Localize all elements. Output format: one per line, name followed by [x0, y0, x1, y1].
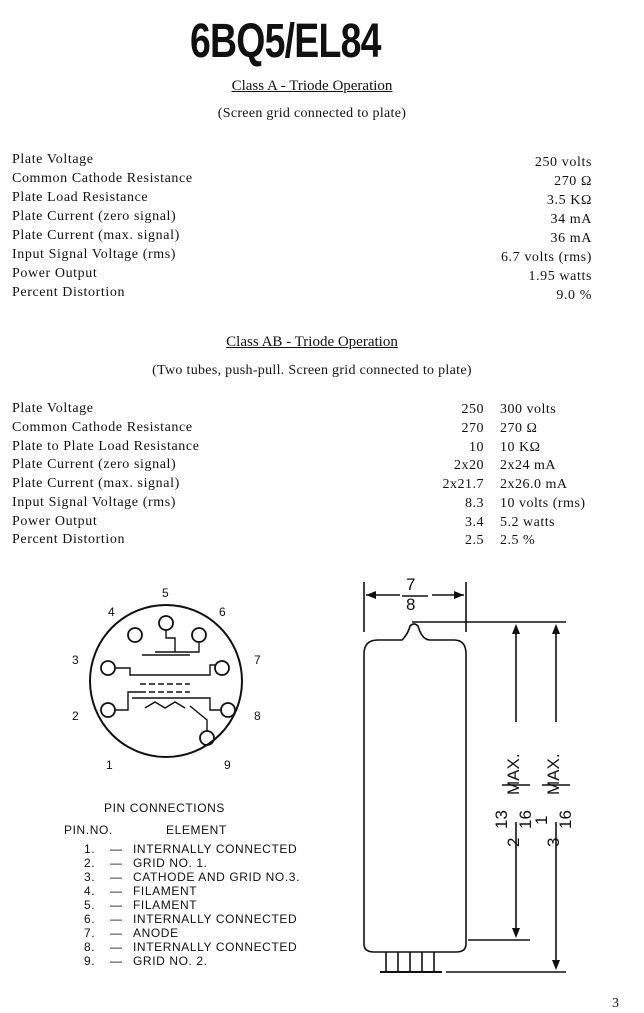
pin-dash: — — [110, 954, 123, 968]
anode-lead — [155, 642, 199, 652]
class-ab-title: Class AB - Triode Operation — [226, 334, 398, 350]
electrode-schematic — [115, 630, 221, 731]
class-ab-label: Plate to Plate Load Resistance — [12, 439, 200, 454]
pin-base-diagram — [60, 580, 280, 780]
h2-max-label: MAX. — [544, 753, 563, 795]
pin-number: 9. — [84, 954, 96, 968]
h1-whole: 2 — [504, 837, 523, 847]
arrow — [366, 591, 376, 599]
class-a-value: 250 volts — [534, 155, 592, 170]
class-ab-value-1: 250 — [461, 402, 484, 417]
pin-hole-9 — [200, 731, 214, 745]
pin-label-9: 9 — [224, 758, 231, 772]
class-ab-value-1: 270 — [461, 421, 484, 436]
pin-dash: — — [110, 926, 123, 940]
class-ab-value-2: 270 Ω — [500, 421, 538, 436]
class-a-label: Power Output — [12, 266, 98, 281]
pin-connections-heading: PIN CONNECTIONS — [104, 801, 226, 815]
width-numerator: 7 — [406, 575, 416, 594]
class-a-label: Percent Distortion — [12, 285, 126, 300]
pin-element: INTERNALLY CONNECTED — [133, 842, 298, 856]
class-ab-label: Plate Current (max. signal) — [12, 476, 180, 491]
pin-label-7: 7 — [254, 653, 261, 667]
screen-lead — [190, 706, 207, 731]
pin-hole-7 — [215, 661, 229, 675]
pin-dash: — — [110, 898, 123, 912]
pin-number: 3. — [84, 870, 96, 884]
class-a-subtitle: (Screen grid connected to plate) — [217, 106, 407, 121]
class-ab-value-2: 10 KΩ — [500, 440, 541, 455]
h1-max-label: MAX. — [504, 753, 523, 795]
pin-element: GRID NO. 1. — [133, 856, 208, 870]
page-title: 6BQ5/EL84 — [190, 15, 381, 68]
pin-number: 2. — [84, 856, 96, 870]
class-ab-label: Percent Distortion — [12, 532, 126, 547]
class-a-label: Plate Load Resistance — [12, 190, 149, 205]
pin-label-5: 5 — [162, 586, 169, 600]
pin-element: INTERNALLY CONNECTED — [133, 912, 298, 926]
class-ab-value-2: 10 volts (rms) — [500, 496, 586, 511]
pin-number: 6. — [84, 912, 96, 926]
class-a-label: Common Cathode Resistance — [12, 171, 193, 186]
class-a-value: 34 mA — [550, 212, 592, 227]
filament-lead — [166, 630, 175, 652]
pin-label-1: 1 — [106, 758, 113, 772]
pin-column-header: PIN.NO. — [64, 823, 113, 837]
pin-hole-4 — [128, 628, 142, 642]
class-ab-label: Common Cathode Resistance — [12, 420, 193, 435]
heater — [145, 702, 185, 708]
pin-element: CATHODE AND GRID NO.3. — [133, 870, 300, 884]
grid-lead — [115, 665, 215, 675]
pin-label-2: 2 — [72, 709, 79, 723]
class-ab-value-2: 2.5 % — [500, 533, 536, 548]
class-ab-label: Input Signal Voltage (rms) — [12, 495, 177, 510]
pin-hole-3 — [101, 661, 115, 675]
page-number: 3 — [612, 996, 619, 1011]
class-ab-value-2: 2x26.0 mA — [500, 477, 568, 492]
class-a-label: Input Signal Voltage (rms) — [12, 247, 177, 262]
class-a-value: 9.0 % — [556, 288, 592, 303]
class-ab-value-2: 5.2 watts — [500, 515, 556, 530]
h2-denominator: 16 — [556, 810, 575, 829]
arrow — [552, 960, 560, 970]
pin-element: FILAMENT — [133, 898, 198, 912]
pin-hole-8 — [221, 703, 235, 717]
class-ab-subtitle: (Two tubes, push-pull. Screen grid connected to plate) — [152, 363, 472, 378]
pin-dash: — — [110, 856, 123, 870]
h1-denominator: 16 — [516, 810, 535, 829]
pin-element: GRID NO. 2. — [133, 954, 208, 968]
class-ab-value-2: 300 volts — [500, 402, 557, 417]
pin-hole-6 — [192, 628, 206, 642]
pin-number: 5. — [84, 898, 96, 912]
arrow — [552, 624, 560, 634]
class-ab-label: Plate Current (zero signal) — [12, 457, 177, 472]
width-denominator: 8 — [406, 595, 416, 614]
pin-dash: — — [110, 870, 123, 884]
tube-envelope — [364, 624, 466, 952]
h2-numerator: 1 — [532, 815, 551, 825]
pin-label-3: 3 — [72, 653, 79, 667]
class-ab-value-1: 10 — [469, 440, 484, 455]
class-ab-label: Power Output — [12, 514, 98, 529]
class-a-label: Plate Voltage — [12, 152, 94, 167]
class-a-value: 36 mA — [550, 231, 592, 246]
pin-label-4: 4 — [108, 605, 115, 619]
h2-whole: 3 — [544, 837, 563, 847]
pin-label-6: 6 — [219, 605, 226, 619]
arrow — [512, 928, 520, 938]
pin-dash: — — [110, 884, 123, 898]
pin-number: 1. — [84, 842, 96, 856]
class-ab-value-1: 2x20 — [454, 458, 484, 473]
class-a-label: Plate Current (zero signal) — [12, 209, 177, 224]
pin-label-8: 8 — [254, 709, 261, 723]
base-outline — [90, 605, 242, 757]
class-a-label: Plate Current (max. signal) — [12, 228, 180, 243]
pin-number: 7. — [84, 926, 96, 940]
class-ab-value-1: 8.3 — [465, 496, 484, 511]
pin-holes — [101, 616, 235, 745]
pin-dash: — — [110, 842, 123, 856]
class-a-value: 3.5 KΩ — [546, 193, 592, 208]
pin-hole-5 — [159, 616, 173, 630]
arrow — [454, 591, 464, 599]
class-ab-value-1: 2x21.7 — [442, 477, 484, 492]
pin-number: 4. — [84, 884, 96, 898]
element-column-header: ELEMENT — [166, 823, 227, 837]
h1-numerator: 13 — [492, 810, 511, 829]
class-a-value: 270 Ω — [554, 174, 592, 189]
pin-hole-2 — [101, 703, 115, 717]
grid-1-lead — [115, 692, 140, 710]
pin-dash: — — [110, 940, 123, 954]
pin-dash: — — [110, 912, 123, 926]
arrow — [512, 624, 520, 634]
class-ab-value-2: 2x24 mA — [500, 458, 556, 473]
pin-element: ANODE — [133, 926, 179, 940]
class-ab-value-1: 2.5 — [465, 533, 484, 548]
class-ab-label: Plate Voltage — [12, 401, 94, 416]
pin-element: INTERNALLY CONNECTED — [133, 940, 298, 954]
class-a-value: 6.7 volts (rms) — [500, 250, 592, 265]
pin-element: FILAMENT — [133, 884, 198, 898]
class-ab-value-1: 3.4 — [465, 515, 484, 530]
class-a-title: Class A - Triode Operation — [231, 78, 393, 94]
class-a-value: 1.95 watts — [528, 269, 592, 284]
pin-number: 8. — [84, 940, 96, 954]
